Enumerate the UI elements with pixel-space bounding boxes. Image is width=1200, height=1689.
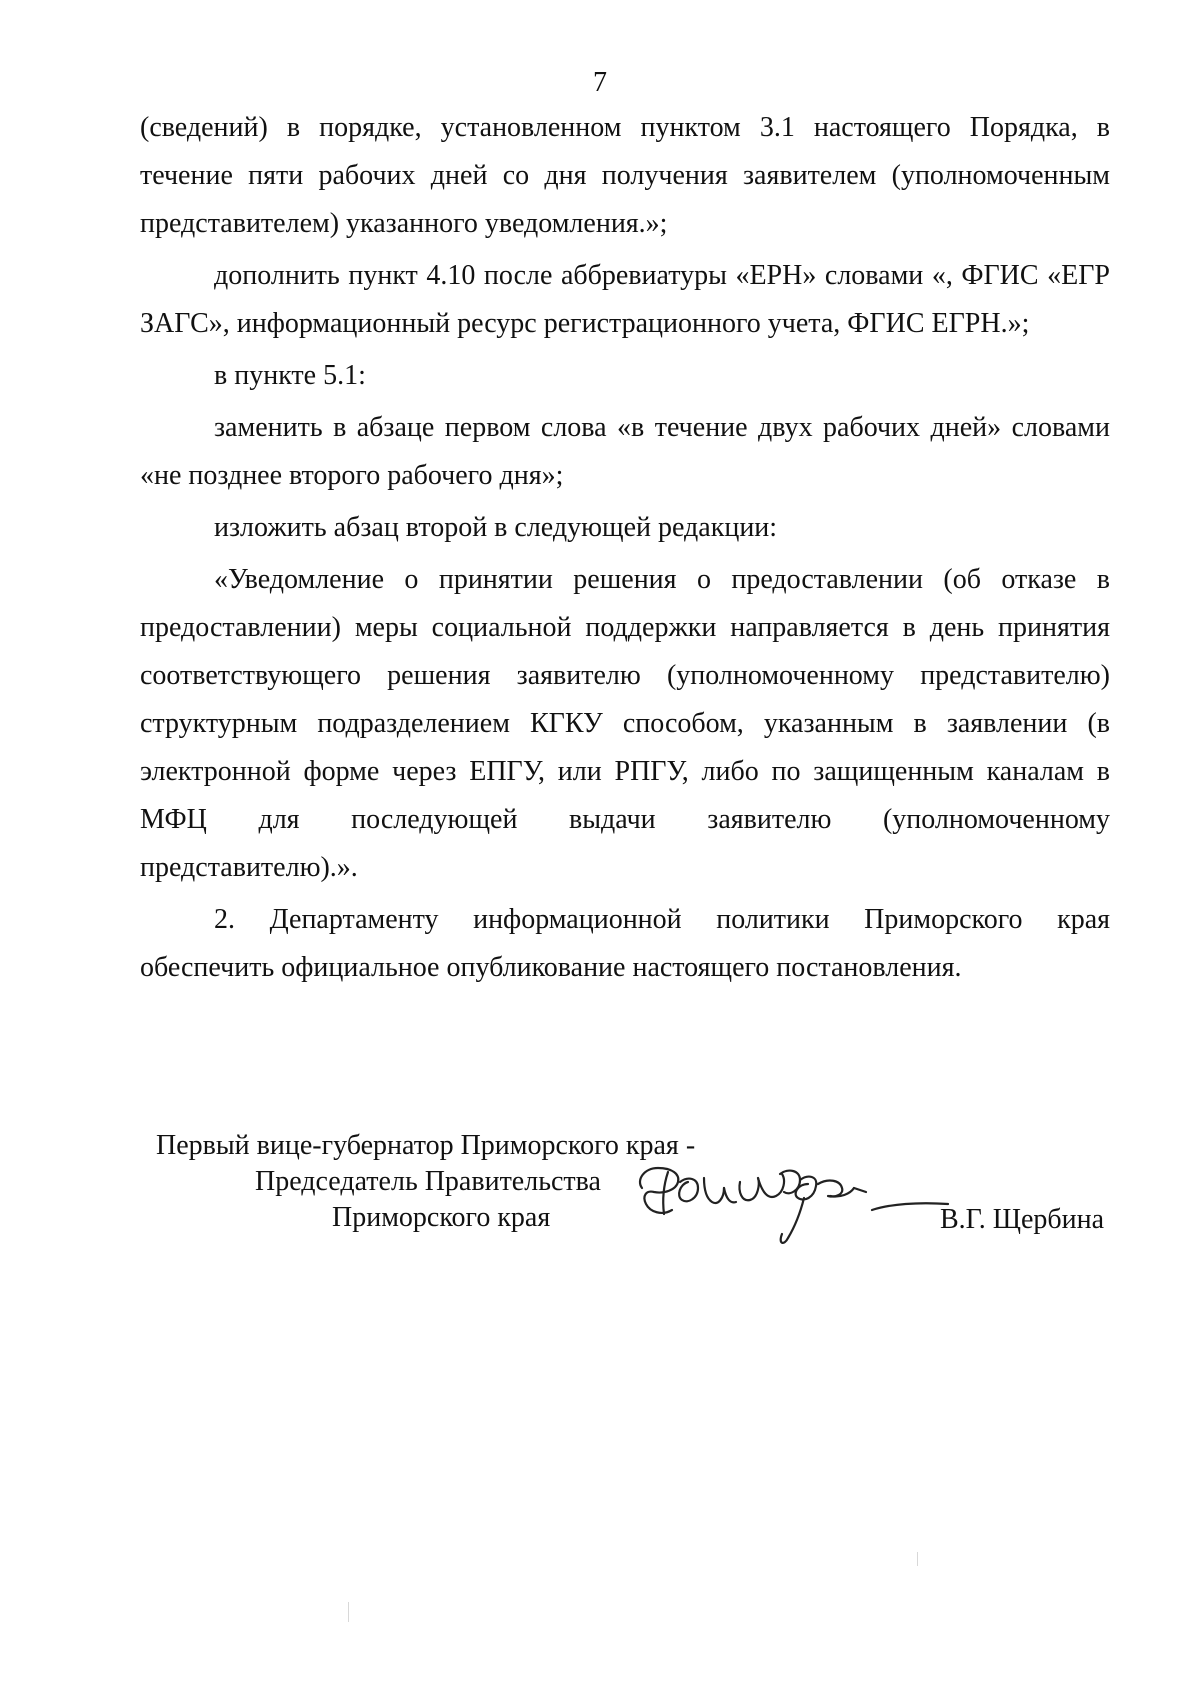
handwritten-signature <box>628 1158 968 1258</box>
document-body <box>140 104 1110 992</box>
paragraph-publication: 2. Департаменту информационной политики Приморского края обеспечить официальное опубликование настоящего постановления. <box>140 904 1110 983</box>
signer-name: В.Г. Щербина <box>940 1204 1105 1235</box>
page-number: 7 <box>593 67 607 98</box>
signer-title-line-2: Председатель Правительства <box>255 1166 601 1197</box>
scan-speck <box>348 1602 349 1622</box>
signer-title-line-3: Приморского края <box>332 1202 551 1233</box>
paragraph-notification: «Уведомление о принятии решения о предоставлении (об отказе в предоставлении) меры социальной поддержки направляется в день принятия соответствующего решения заявителю (уполномоченному представителю) структурным подразделением КГКУ способом, указанным в заявлении (в электронной форме через ЕПГУ, или РПГУ, либо по защищенным каналам в МФЦ для последующей выдачи заявителю (уполномоченному представителю).». <box>140 564 1110 883</box>
signature-block <box>140 1128 1110 1258</box>
signer-title-line-1: Первый вице-губернатор Приморского края - <box>156 1130 696 1161</box>
paragraph-continuation: (сведений) в порядке, установленном пунктом 3.1 настоящего Порядка, в течение пяти рабочих дней со дня получения заявителем (уполномоченным представителем) указанного уведомления.»; <box>140 112 1110 239</box>
scan-speck <box>917 1552 918 1566</box>
paragraph-amend-4-10: дополнить пункт 4.10 после аббревиатуры «ЕРН» словами «, ФГИС «ЕГР ЗАГС», информационный ресурс регистрационного учета, ФГИС ЕГРН.»; <box>140 260 1110 339</box>
paragraph-replace-words: заменить в абзаце первом слова «в течение двух рабочих дней» словами «не позднее второго рабочего дня»; <box>140 412 1110 491</box>
paragraph-second-abzac: изложить абзац второй в следующей редакции: <box>214 512 778 543</box>
paragraph-point-5-1: в пункте 5.1: <box>214 360 366 391</box>
